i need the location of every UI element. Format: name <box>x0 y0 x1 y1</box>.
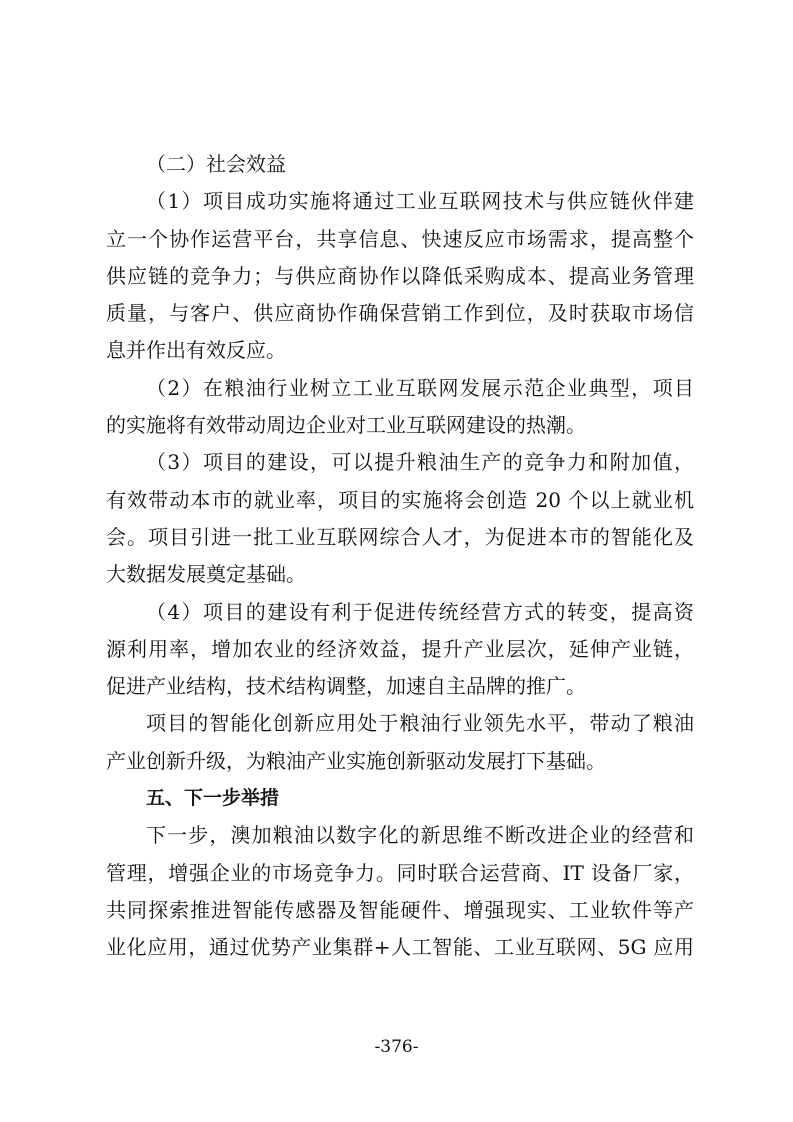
section-heading: 五、下一步举措 <box>146 787 280 810</box>
text-line: （1）项目成功实施将通过工业互联网技术与供应链伙伴建 <box>146 189 694 214</box>
text-line: 促进产业结构，技术结构调整，加速自主品牌的推广。 <box>106 674 586 699</box>
text-line: 共同探索推进智能传感器及智能硬件、增强现实、工业软件等产 <box>106 897 694 922</box>
text-line: 供应链的竞争力；与供应商协作以降低采购成本、提高业务管理 <box>106 263 694 288</box>
text-line: （2）在粮油行业树立工业互联网发展示范企业典型，项目 <box>146 375 694 400</box>
text-line: 业化应用，通过优势产业集群+人工智能、工业互联网、5G 应用 <box>106 935 694 960</box>
text-line: 有效带动本市的就业率，项目的实施将会创造 20 个以上就业机 <box>106 487 694 512</box>
text-line: 下一步，澳加粮油以数字化的新思维不断改进企业的经营和 <box>146 823 694 848</box>
text-line: 质量，与客户、供应商协作确保营销工作到位，及时获取市场信 <box>106 301 694 326</box>
text-line: 的实施将有效带动周边企业对工业互联网建设的热潮。 <box>106 413 586 438</box>
text-line: 源利用率，增加农业的经济效益，提升产业层次，延伸产业链， <box>106 636 694 661</box>
text-line: 产业创新升级，为粮油产业实施创新驱动发展打下基础。 <box>106 748 606 773</box>
text-line: 立一个协作运营平台，共享信息、快速反应市场需求，提高整个 <box>106 226 694 251</box>
text-line: （二）社会效益 <box>146 152 286 176</box>
page-number: -376- <box>374 1037 419 1057</box>
text-line: （4）项目的建设有利于促进传统经营方式的转变，提高资 <box>146 599 694 624</box>
text-line: 会。项目引进一批工业互联网综合人才，为促进本市的智能化及 <box>106 524 694 549</box>
document-body <box>106 146 694 967</box>
text-line: 息并作出有效反应。 <box>106 338 286 363</box>
text-line: 大数据发展奠定基础。 <box>106 562 306 587</box>
text-line: 管理，增强企业的市场竞争力。同时联合运营商、IT 设备厂家， <box>106 860 694 885</box>
text-line: （3）项目的建设，可以提升粮油生产的竞争力和附加值， <box>146 450 694 475</box>
text-line: 项目的智能化创新应用处于粮油行业领先水平，带动了粮油 <box>146 711 694 736</box>
